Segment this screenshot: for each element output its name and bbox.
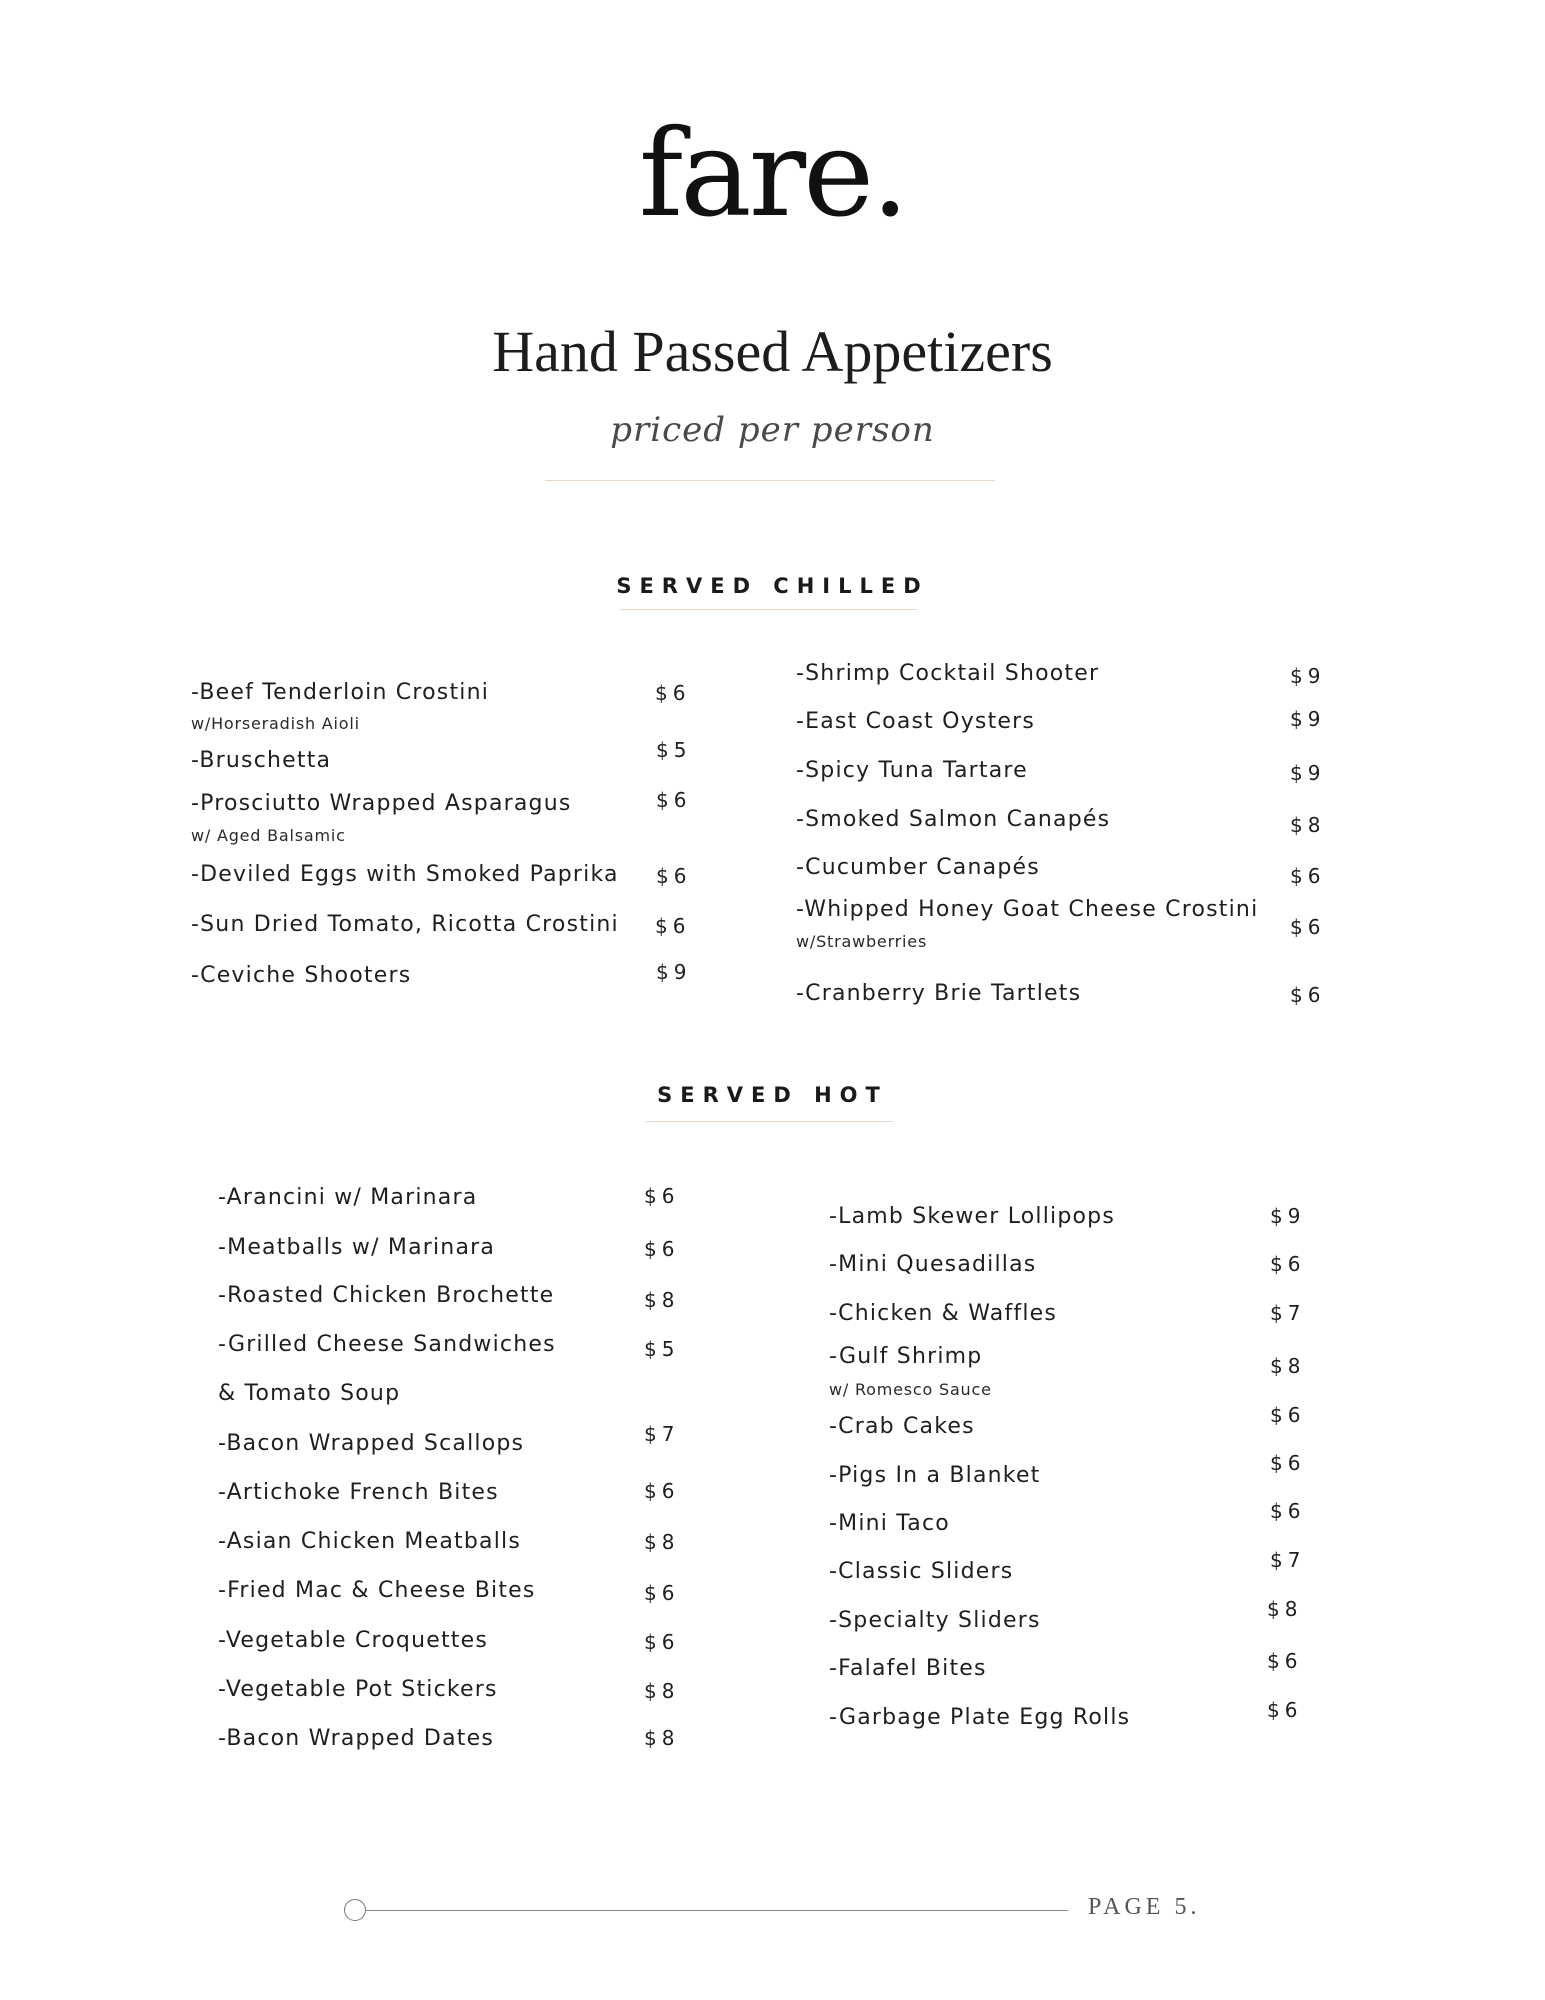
menu-item-price: $8 bbox=[1290, 813, 1326, 837]
menu-item-price: $6 bbox=[1270, 1451, 1306, 1475]
menu-item-name: -Arancini w/ Marinara bbox=[218, 1185, 478, 1210]
menu-item-name: -Falafel Bites bbox=[829, 1656, 987, 1681]
menu-item-price: $6 bbox=[1270, 1252, 1306, 1276]
menu-item-name: -Meatballs w/ Marinara bbox=[218, 1235, 496, 1260]
menu-item-price: $8 bbox=[644, 1679, 680, 1703]
brand-logo: fare. bbox=[638, 105, 907, 244]
menu-item-name: -Mini Quesadillas bbox=[829, 1252, 1037, 1277]
menu-item-name: -Chicken & Waffles bbox=[829, 1301, 1058, 1326]
menu-item-price: $8 bbox=[1270, 1354, 1306, 1378]
menu-item-name: -Smoked Salmon Canapés bbox=[796, 807, 1111, 832]
page-title: Hand Passed Appetizers bbox=[492, 319, 1053, 384]
footer-circle-ornament bbox=[344, 1899, 366, 1921]
menu-item-name: -Whipped Honey Goat Cheese Crostini bbox=[796, 897, 1259, 922]
menu-item-price: $7 bbox=[1270, 1301, 1306, 1325]
menu-item-price: $6 bbox=[655, 914, 691, 938]
menu-item-name: -Bacon Wrapped Scallops bbox=[218, 1431, 525, 1456]
menu-item-name: -Ceviche Shooters bbox=[191, 963, 412, 988]
menu-item-name: -Gulf Shrimp bbox=[829, 1344, 983, 1369]
menu-item-price: $6 bbox=[1290, 915, 1326, 939]
menu-item-price: $5 bbox=[644, 1337, 680, 1361]
menu-item-price: $7 bbox=[1270, 1548, 1306, 1572]
menu-item-price: $6 bbox=[1270, 1499, 1306, 1523]
menu-item-note: w/ Romesco Sauce bbox=[829, 1380, 992, 1399]
menu-item-name: -Bruschetta bbox=[191, 748, 332, 773]
menu-item-price: $5 bbox=[656, 738, 692, 762]
menu-item-name: -Vegetable Croquettes bbox=[218, 1628, 489, 1653]
menu-item-name: -Asian Chicken Meatballs bbox=[218, 1529, 521, 1554]
menu-item-name: -Sun Dried Tomato, Ricotta Crostini bbox=[191, 912, 619, 937]
menu-item-name: -Crab Cakes bbox=[829, 1414, 975, 1439]
menu-item-price: $7 bbox=[644, 1422, 680, 1446]
menu-item-name: -Cucumber Canapés bbox=[796, 855, 1040, 880]
menu-item-price: $6 bbox=[655, 681, 691, 705]
menu-item-name: -Lamb Skewer Lollipops bbox=[829, 1204, 1116, 1229]
menu-item-name: -Bacon Wrapped Dates bbox=[218, 1726, 494, 1751]
menu-item-name: -Pigs In a Blanket bbox=[829, 1463, 1041, 1488]
menu-item-price: $9 bbox=[1270, 1204, 1306, 1228]
menu-item-name: -Grilled Cheese Sandwiches bbox=[218, 1332, 556, 1357]
section-heading-hot: SERVED HOT bbox=[657, 1083, 888, 1107]
menu-item-price: $6 bbox=[644, 1479, 680, 1503]
menu-item-note: w/Strawberries bbox=[796, 932, 928, 951]
menu-item-price: $9 bbox=[1290, 761, 1326, 785]
menu-item-name: & Tomato Soup bbox=[218, 1381, 401, 1406]
menu-item-price: $6 bbox=[1290, 983, 1326, 1007]
menu-item-name: -Classic Sliders bbox=[829, 1559, 1014, 1584]
footer-line bbox=[356, 1910, 1068, 1911]
menu-item-price: $6 bbox=[644, 1237, 680, 1261]
menu-item-name: -Specialty Sliders bbox=[829, 1608, 1041, 1633]
menu-item-price: $6 bbox=[644, 1630, 680, 1654]
menu-item-name: -Shrimp Cocktail Shooter bbox=[796, 661, 1100, 686]
menu-item-price: $6 bbox=[644, 1581, 680, 1605]
menu-item-name: -Fried Mac & Cheese Bites bbox=[218, 1578, 536, 1603]
menu-item-price: $6 bbox=[656, 864, 692, 888]
menu-item-price: $6 bbox=[1267, 1649, 1303, 1673]
menu-item-price: $8 bbox=[1267, 1597, 1303, 1621]
menu-item-name: -Roasted Chicken Brochette bbox=[218, 1283, 555, 1308]
menu-item-name: -Prosciutto Wrapped Asparagus bbox=[191, 791, 572, 816]
menu-item-price: $6 bbox=[1267, 1698, 1303, 1722]
menu-item-name: -Artichoke French Bites bbox=[218, 1480, 499, 1505]
menu-item-note: w/Horseradish Aioli bbox=[191, 714, 360, 733]
menu-item-price: $9 bbox=[1290, 664, 1326, 688]
page-number: PAGE 5. bbox=[1088, 1894, 1201, 1920]
menu-item-name: -Vegetable Pot Stickers bbox=[218, 1677, 498, 1702]
menu-item-price: $9 bbox=[656, 960, 692, 984]
header-divider bbox=[545, 480, 995, 481]
menu-item-note: w/ Aged Balsamic bbox=[191, 826, 346, 845]
section-heading-chilled: SERVED CHILLED bbox=[616, 574, 929, 598]
menu-item-name: -Cranberry Brie Tartlets bbox=[796, 981, 1082, 1006]
menu-item-name: -East Coast Oysters bbox=[796, 709, 1036, 734]
menu-item-price: $8 bbox=[644, 1726, 680, 1750]
section-divider-chilled bbox=[620, 609, 917, 610]
menu-item-price: $6 bbox=[644, 1184, 680, 1208]
menu-item-name: -Spicy Tuna Tartare bbox=[796, 758, 1028, 783]
menu-item-name: -Beef Tenderloin Crostini bbox=[191, 680, 490, 705]
page-subtitle: priced per person bbox=[610, 410, 935, 450]
menu-item-price: $6 bbox=[1290, 864, 1326, 888]
menu-item-price: $6 bbox=[656, 788, 692, 812]
menu-item-price: $8 bbox=[644, 1530, 680, 1554]
menu-item-name: -Garbage Plate Egg Rolls bbox=[829, 1705, 1131, 1730]
menu-item-price: $8 bbox=[644, 1288, 680, 1312]
menu-item-price: $9 bbox=[1290, 707, 1326, 731]
section-divider-hot bbox=[646, 1121, 893, 1122]
menu-item-name: -Mini Taco bbox=[829, 1511, 950, 1536]
menu-item-price: $6 bbox=[1270, 1403, 1306, 1427]
menu-item-name: -Deviled Eggs with Smoked Paprika bbox=[191, 862, 619, 887]
